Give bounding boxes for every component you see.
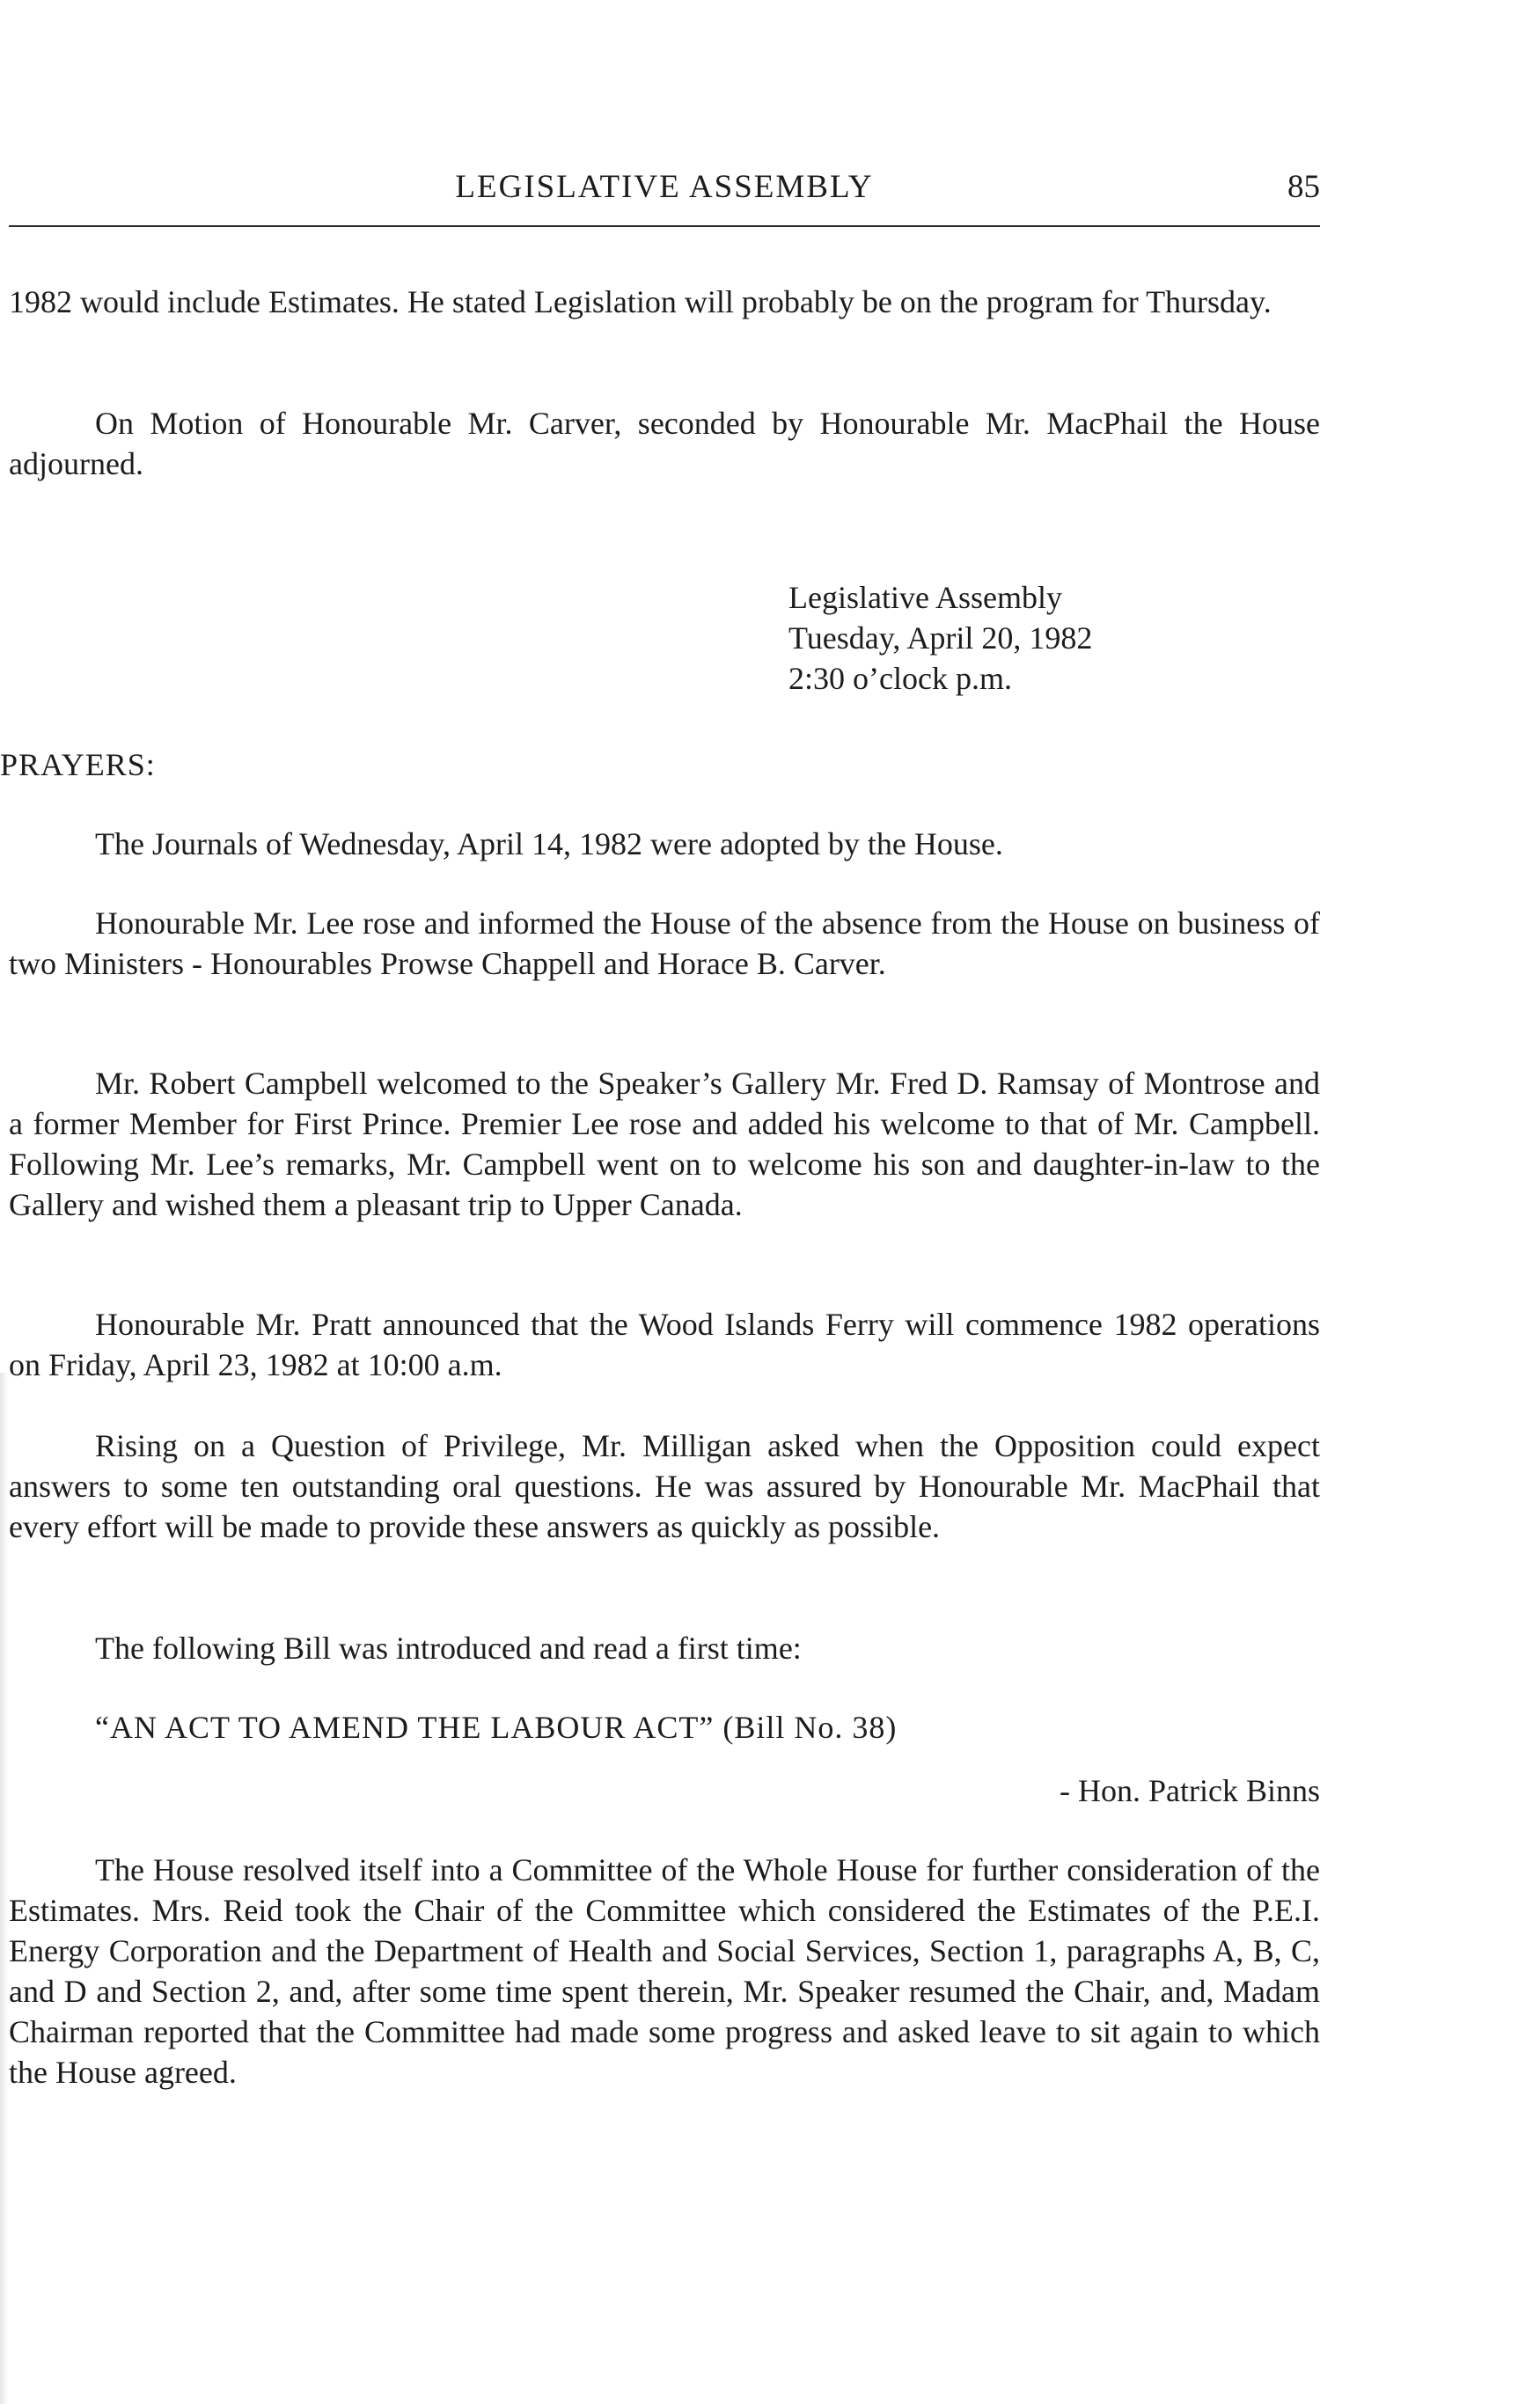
paragraph-continuation: 1982 would include Estimates. He stated Legislation will probably be on the program for Thursday.	[9, 284, 1272, 319]
paragraph-bill-intro: The following Bill was introduced and read a first time:	[95, 1631, 802, 1666]
paragraph-journals: The Journals of Wednesday, April 14, 1982 were adopted by the House.	[95, 826, 1003, 861]
paragraph-privilege: Rising on a Question of Privilege, Mr. Milligan asked when the Opposition could expect answers to some ten outstanding oral questions. He was assured by Honourable Mr. MacPhail that every effort will be made to provide these answers as quickly as possible.	[9, 1428, 1320, 1544]
running-title: LEGISLATIVE ASSEMBLY	[455, 169, 874, 205]
dateline-date: Tuesday, April 20, 1982	[788, 620, 1093, 656]
page-header	[9, 165, 1320, 209]
page-number: 85	[1287, 169, 1320, 205]
paragraph-adjournment: On Motion of Honourable Mr. Carver, seconded by Honourable Mr. MacPhail the House adjourned.	[9, 406, 1320, 481]
paragraph-committee: The House resolved itself into a Committee of the Whole House for further consideration of the Estimates. Mrs. Reid took the Chair of the Committee which considered the Estimates of the P.E.I. Energy Corporation and the Department of Health and Social Services, Section 1, paragraphs A, B, C, and D and Section 2, and, after some time spent therein, Mr. Speaker resumed the Chair, and, Madam Chairman reported that the Committee had made some progress and asked leave to sit again to which the House agreed.	[9, 1852, 1320, 2090]
page-edge-shadow	[0, 1373, 9, 2404]
paragraph-welcome: Mr. Robert Campbell welcomed to the Speaker’s Gallery Mr. Fred D. Ramsay of Montrose and a former Member for First Prince. Premier Lee rose and added his welcome to that of Mr. Campbell. Following Mr. Lee’s remarks, Mr. Campbell went on to welcome his son and daughter-in-law to the Gallery and wished them a pleasant trip to Upper Canada.	[9, 1066, 1320, 1222]
header-rule	[9, 225, 1320, 227]
bill-sponsor: - Hon. Patrick Binns	[1060, 1773, 1320, 1808]
bill-title: “AN ACT TO AMEND THE LABOUR ACT” (Bill No. 38)	[95, 1710, 898, 1745]
paragraph-ferry: Honourable Mr. Pratt announced that the Wood Islands Ferry will commence 1982 operations on Friday, April 23, 1982 at 10:00 a.m.	[9, 1307, 1320, 1382]
prayers-heading: PRAYERS:	[0, 747, 156, 782]
paragraph-absence: Honourable Mr. Lee rose and informed the House of the absence from the House on business of two Ministers - Honourables Prowse Chappell and Horace B. Carver.	[9, 905, 1320, 981]
dateline-time: 2:30 o’clock p.m.	[788, 661, 1012, 696]
dateline-place: Legislative Assembly	[788, 580, 1062, 615]
sitting-dateline	[788, 577, 1092, 699]
